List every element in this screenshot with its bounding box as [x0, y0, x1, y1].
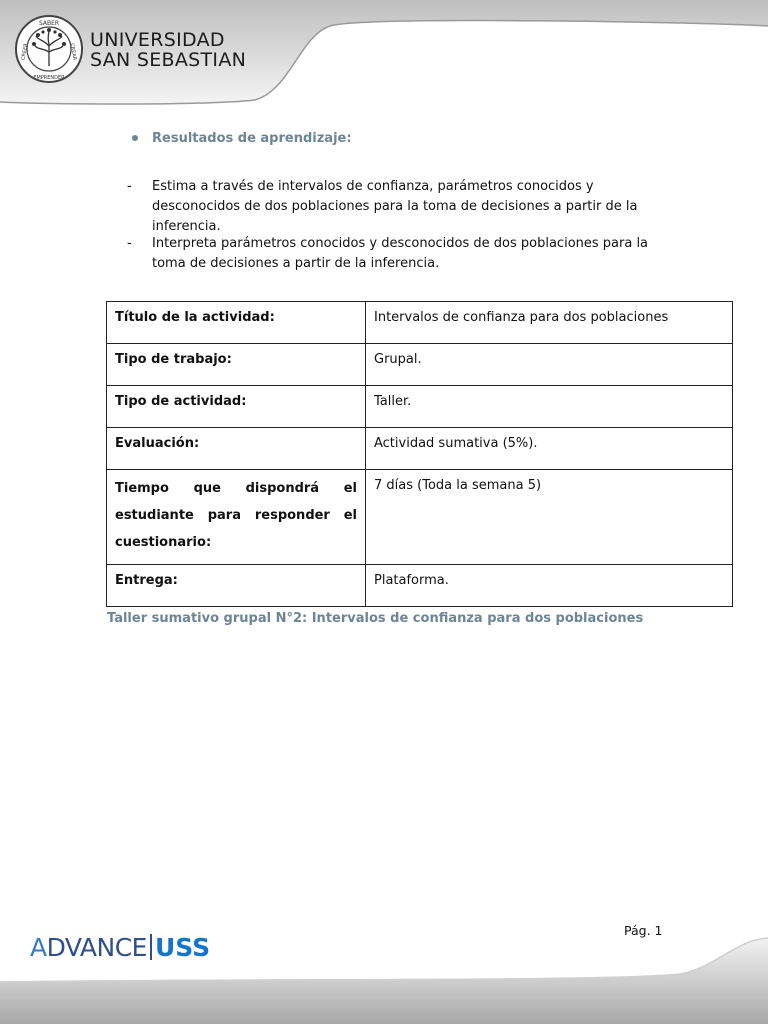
seal-text-crear: CREAR — [68, 42, 78, 61]
university-name — [90, 30, 246, 70]
learning-outcome-item — [127, 234, 667, 274]
bullet-icon — [132, 135, 138, 141]
advance-rest: DVANCE — [46, 932, 147, 962]
activity-info-table — [106, 301, 733, 607]
row-value: Grupal. — [366, 344, 733, 386]
row-label: Entrega: — [107, 565, 366, 607]
page-number: Pág. 1 — [624, 923, 663, 938]
row-label: Tipo de actividad: — [107, 386, 366, 428]
logo-divider — [150, 934, 152, 960]
learning-outcomes-heading-text: Resultados de aprendizaje: — [152, 131, 352, 146]
table-row — [107, 565, 733, 607]
row-value: Taller. — [366, 386, 733, 428]
table-row — [107, 428, 733, 470]
learning-outcomes-heading — [132, 131, 352, 146]
seal-text-creer: CREER — [20, 43, 30, 61]
university-name-line1: UNIVERSIDAD — [90, 29, 225, 51]
university-seal-icon — [14, 14, 84, 84]
row-label: Título de la actividad: — [107, 302, 366, 344]
learning-outcome-item — [127, 177, 667, 237]
advance-first-letter: A — [30, 932, 47, 962]
table-row — [107, 470, 733, 565]
advance-wordmark — [30, 933, 147, 962]
university-name-line2: SAN SEBASTIAN — [90, 49, 247, 71]
row-value: Actividad sumativa (5%). — [366, 428, 733, 470]
advance-uss-logo — [30, 930, 210, 964]
row-value: Intervalos de confianza para dos poblaciones — [366, 302, 733, 344]
row-value: 7 días (Toda la semana 5) — [366, 470, 733, 565]
learning-outcome-text: Estima a través de intervalos de confianza, parámetros conocidos y desconocidos de dos poblaciones para la toma de decisiones a partir de la inferencia. — [152, 179, 638, 234]
table-row — [107, 386, 733, 428]
row-value: Plataforma. — [366, 565, 733, 607]
row-label: Tipo de trabajo: — [107, 344, 366, 386]
table-row — [107, 344, 733, 386]
learning-outcome-text: Interpreta parámetros conocidos y desconocidos de dos poblaciones para la toma de decisiones a partir de la inferencia. — [152, 236, 649, 271]
row-label: Evaluación: — [107, 428, 366, 470]
seal-text-saber: SABER — [38, 20, 60, 27]
dash-marker: - — [127, 236, 132, 251]
seal-text-emprender: EMPRENDER — [33, 75, 65, 81]
dash-marker: - — [127, 179, 132, 194]
row-label: Tiempo que dispondrá el estudiante para responder el cuestionario: — [107, 470, 366, 565]
uss-wordmark: USS — [154, 932, 211, 962]
table-row — [107, 302, 733, 344]
section-title: Taller sumativo grupal N°2: Intervalos de confianza para dos poblaciones — [107, 611, 644, 626]
